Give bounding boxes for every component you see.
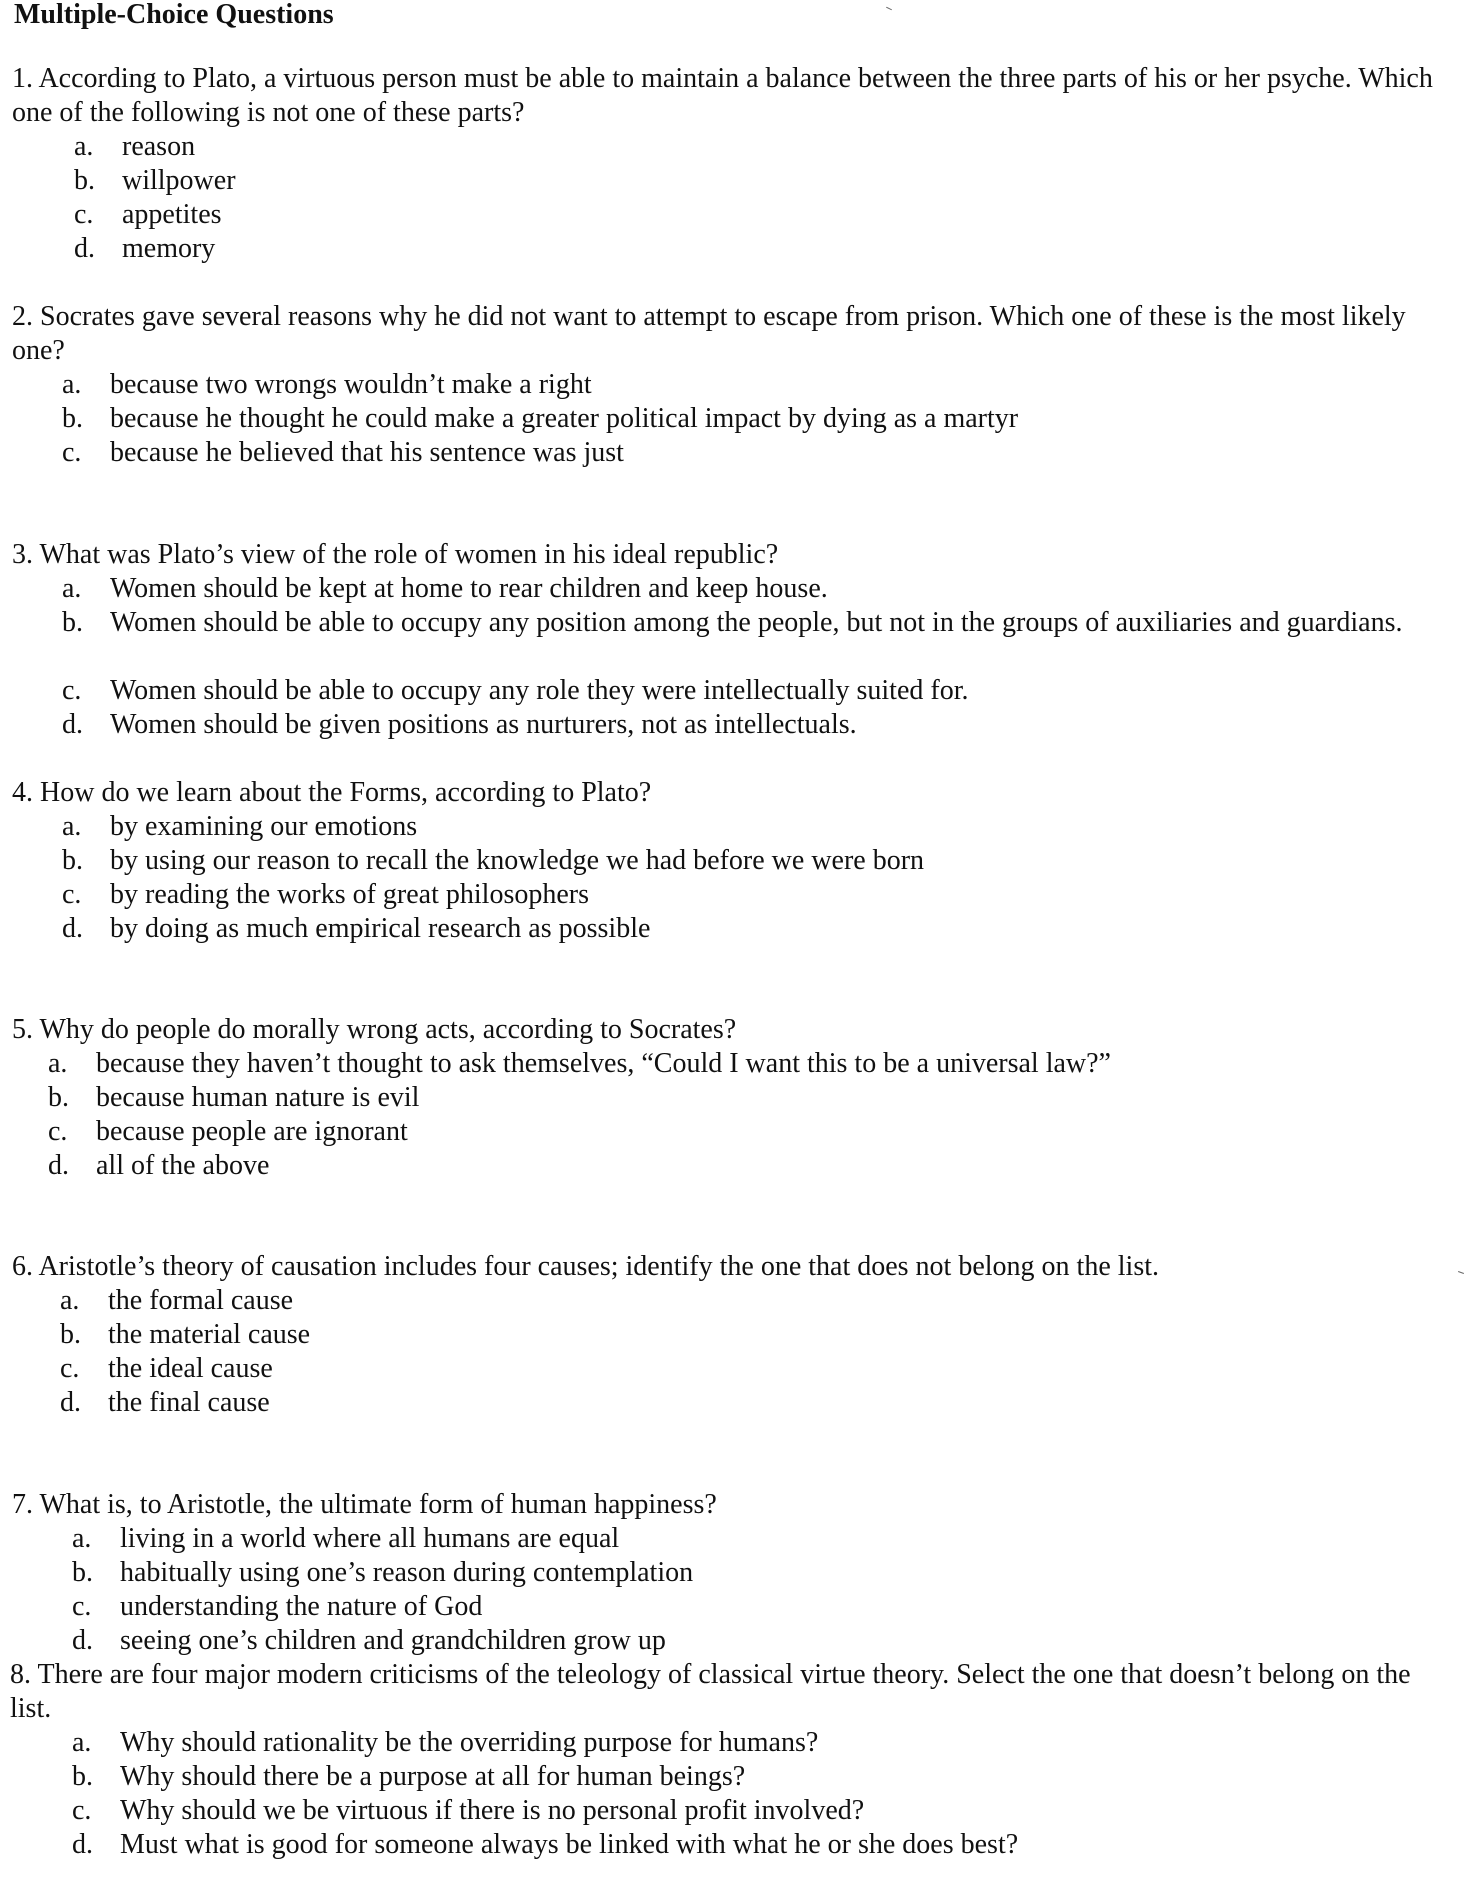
option-text: the formal cause — [108, 1285, 294, 1316]
option-text: Why should we be virtuous if there is no personal profit involved? — [120, 1795, 865, 1826]
option-text: because he believed that his sentence was just — [110, 437, 624, 468]
option-letter: a. — [74, 131, 94, 162]
option-letter: b. — [62, 845, 83, 876]
option-letter: a. — [72, 1523, 92, 1554]
option-letter: b. — [62, 607, 83, 638]
option-letter: d. — [74, 233, 95, 264]
option-letter: d. — [48, 1150, 69, 1181]
option-letter: b. — [48, 1082, 69, 1113]
option-letter: a. — [62, 369, 82, 400]
option-text: living in a world where all humans are equal — [120, 1523, 620, 1554]
option-text: appetites — [122, 199, 222, 230]
option-letter: d. — [60, 1387, 81, 1418]
option-text: by examining our emotions — [110, 811, 418, 842]
option-letter: b. — [60, 1319, 81, 1350]
question-8-stem: 8. There are four major modern criticisms of the teleology of classical virtue theory. Select the one that doesn’t belong on the list. — [10, 1659, 1411, 1724]
option-text: the material cause — [108, 1319, 311, 1350]
option-letter: c. — [60, 1353, 80, 1384]
option-text: Women should be kept at home to rear children and keep house. — [110, 573, 828, 604]
option-text: because they haven’t thought to ask themselves, “Could I want this to be a universal law?” — [96, 1048, 1111, 1079]
option-letter: a. — [62, 811, 82, 842]
option-text: Why should there be a purpose at all for human beings? — [120, 1761, 746, 1792]
option-letter: b. — [72, 1557, 93, 1588]
option-letter: d. — [72, 1625, 93, 1656]
option-letter: d. — [62, 709, 83, 740]
option-letter: c. — [62, 675, 82, 706]
option-text: reason — [122, 131, 196, 162]
option-text: all of the above — [96, 1150, 270, 1181]
option-letter: c. — [48, 1116, 68, 1147]
question-1-stem: 1. According to Plato, a virtuous person must be able to maintain a balance between the three parts of his or her psyche. Which one of the following is not one of these parts? — [12, 63, 1433, 128]
option-text: Women should be able to occupy any role they were intellectually suited for. — [110, 675, 969, 706]
question-2-stem: 2. Socrates gave several reasons why he did not want to attempt to escape from prison. Which one of these is the most likely one? — [12, 301, 1406, 366]
question-4-stem: 4. How do we learn about the Forms, according to Plato? — [12, 777, 652, 808]
question-5-stem: 5. Why do people do morally wrong acts, according to Socrates? — [12, 1014, 737, 1045]
document-title: Multiple-Choice Questions — [14, 0, 334, 30]
option-letter: a. — [60, 1285, 80, 1316]
option-text: memory — [122, 233, 216, 264]
option-letter: b. — [62, 403, 83, 434]
option-letter: b. — [74, 165, 95, 196]
option-letter: a. — [48, 1048, 68, 1079]
option-text: Women should be able to occupy any position among the people, but not in the groups of auxiliaries and guardians. — [110, 607, 1403, 638]
scan-speck — [1458, 1271, 1464, 1274]
option-text: Women should be given positions as nurturers, not as intellectuals. — [110, 709, 857, 740]
option-text: willpower — [122, 165, 236, 196]
scan-speck — [886, 7, 892, 10]
question-6-stem: 6. Aristotle’s theory of causation includes four causes; identify the one that does not belong on the list. — [12, 1251, 1159, 1282]
option-letter: d. — [72, 1829, 93, 1860]
option-text: by using our reason to recall the knowledge we had before we were born — [110, 845, 925, 876]
question-7-stem: 7. What is, to Aristotle, the ultimate form of human happiness? — [12, 1489, 717, 1520]
option-text: the ideal cause — [108, 1353, 273, 1384]
option-text: because two wrongs wouldn’t make a right — [110, 369, 592, 400]
option-letter: d. — [62, 913, 83, 944]
option-text: the final cause — [108, 1387, 270, 1418]
option-text: habitually using one’s reason during contemplation — [120, 1557, 694, 1588]
option-letter: c. — [62, 879, 82, 910]
option-text: Why should rationality be the overriding purpose for humans? — [120, 1727, 819, 1758]
option-text: because people are ignorant — [96, 1116, 408, 1147]
question-3-stem: 3. What was Plato’s view of the role of women in his ideal republic? — [12, 539, 779, 570]
option-letter: a. — [62, 573, 82, 604]
option-text: by reading the works of great philosophers — [110, 879, 589, 910]
option-text: because human nature is evil — [96, 1082, 420, 1113]
option-letter: b. — [72, 1761, 93, 1792]
option-text: understanding the nature of God — [120, 1591, 483, 1622]
option-text: seeing one’s children and grandchildren grow up — [120, 1625, 666, 1656]
option-letter: c. — [72, 1795, 92, 1826]
option-letter: c. — [72, 1591, 92, 1622]
option-text: by doing as much empirical research as possible — [110, 913, 651, 944]
option-letter: c. — [74, 199, 94, 230]
option-letter: a. — [72, 1727, 92, 1758]
option-text: because he thought he could make a greater political impact by dying as a martyr — [110, 403, 1019, 434]
option-letter: c. — [62, 437, 82, 468]
option-text: Must what is good for someone always be linked with what he or she does best? — [120, 1829, 1019, 1860]
